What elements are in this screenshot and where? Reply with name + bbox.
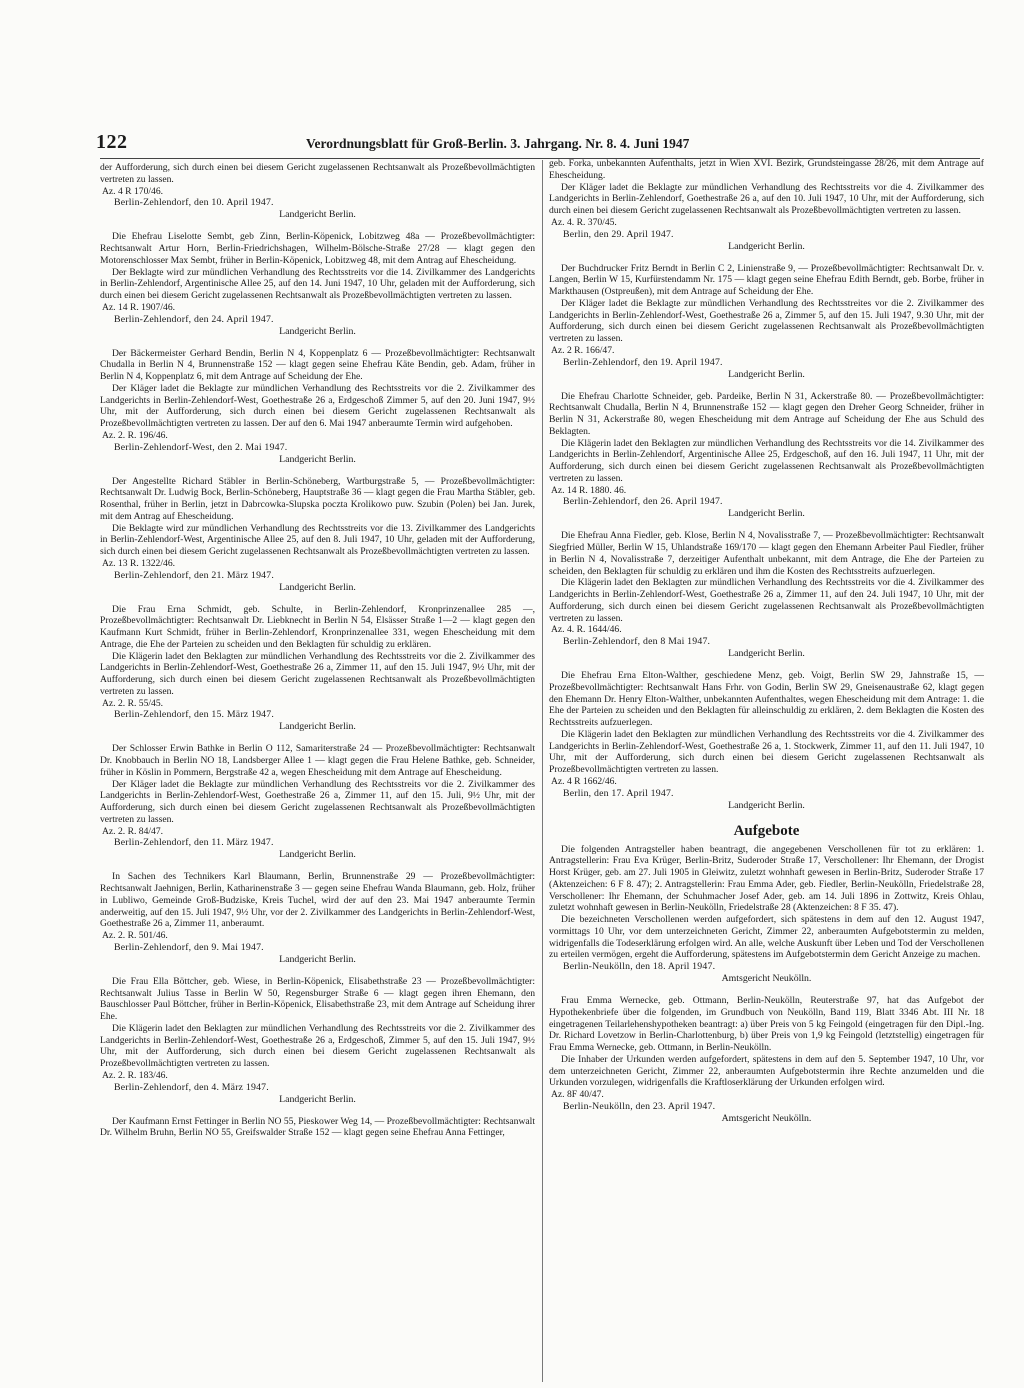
notice-paragraph: Der Kläger ladet die Beklagte zur mündlichen Verhandlung des Rechtsstreits vor die 4. Zivilkammer des Landgerichts in Berlin-Zehlendorf, Goethestraße 26 a, auf den 10. Juli 1947, 10 Uhr, mit der Aufforderung, sich durch einen bei diesem Gericht zugelassenen Rechtsanwalt als Prozeßbevollmächtigten vertreten zu lassen.	[549, 181, 984, 216]
case-reference: Az. 13 R. 1322/46.	[102, 557, 176, 569]
place-date: Berlin-Zehlendorf, den 4. März 1947.	[114, 1081, 269, 1093]
case-reference: Az. 2. R. 183/46.	[102, 1069, 168, 1081]
notice-paragraph: Der Kläger ladet die Beklagte zur mündlichen Verhandlung des Rechtsstreits vor die 2. Zivilkammer des Landgerichts in Berlin-Zehlendorf-West, Goethestraße 26 a, Zimmer 11, auf den 15. Juli, 9½ Uhr, mit der Aufforderung, sich durch einen bei diesem Gericht zugelassenen Rechtsanwalt als Prozeßbevollmächtigten vertreten zu lassen.	[100, 778, 535, 825]
court-name: Landgericht Berlin.	[279, 721, 356, 733]
place-date: Berlin-Zehlendorf, den 9. Mai 1947.	[114, 941, 264, 953]
right-column	[549, 158, 984, 1384]
section-title: Aufgebote	[733, 822, 800, 839]
notice-block	[549, 158, 984, 253]
notice-paragraph: Die Inhaber der Urkunden werden aufgefordert, spätestens in dem auf den 5. September 1947, 10 Uhr, vor dem unterzeichneten Gericht, Zimmer 22, anberaumten Aufgebotstermin ihre Rechte anzumelden und die Urkunden vorzulegen, widrigenfalls die Kraftloserklärung der Urkunden erfolgen wird.	[549, 1053, 984, 1089]
notice-paragraph: Die Beklagte wird zur mündlichen Verhandlung des Rechtsstreits vor die 13. Zivilkammer des Landgerichts in Berlin-Zehlendorf-West, Argentinische Allee 25, auf den 8. Juli 1947, 10 Uhr, geladen mit der Aufforderung, sich durch einen bei diesem Gericht zugelassenen Rechtsanwalt als Prozeßbevollmächtigten vertreten zu lassen.	[100, 522, 535, 557]
case-reference: Az. 2. R. 84/47.	[102, 825, 164, 837]
column-separator	[542, 160, 543, 1382]
court-name: Landgericht Berlin.	[728, 648, 805, 659]
notice-block	[100, 743, 535, 861]
place-date: Berlin-Neukölln, den 18. April 1947.	[563, 961, 716, 972]
court-name: Landgericht Berlin.	[279, 453, 356, 465]
notice-paragraph: Die Frau Ella Böttcher, geb. Wiese, in Berlin-Köpenick, Elisabethstraße 23 — Prozeßbevollmächtigter: Rechtsanwalt Julius Tasse in Berlin W 50, Regensburger Straße 6 — klagt gegen ihren Ehemann, den Bauschlosser Paul Böttcher, früher in Berlin-Köpenick, Elisabethstraße 23, mit dem Antrage auf Scheidung ihrer Ehe.	[100, 975, 535, 1022]
left-column	[100, 162, 535, 1384]
case-reference: Az. 2 R. 166/47.	[551, 344, 615, 356]
notice-paragraph: Der Schlosser Erwin Bathke in Berlin O 112, Samariterstraße 24 — Prozeßbevollmächtigter: Rechtsanwalt Dr. Knobbauch in Berlin NO 18, Landsberger Allee 1 — klagt gegen die Frau Helene Bathke, geb. Schneider, früher in Köslin in Pommern, Bergstraße 42 a, wegen Ehescheidung mit dem Antrage auf Ehescheidung.	[100, 743, 535, 778]
notice-block	[100, 231, 535, 337]
place-date: Berlin-Zehlendorf, den 19. April 1947.	[563, 356, 723, 368]
notice-block	[549, 822, 984, 986]
notice-paragraph: Die Klägerin ladet den Beklagten zur mündlichen Verhandlung des Rechtsstreits vor die 4. Zivilkammer des Landgerichts in Berlin-Zehlendorf-West, Goethestraße 26 a, 1. Stockwerk, Zimmer 11, auf den 11. Juli 1947, 10 Uhr, mit der Aufforderung, sich durch einen bei diesem Gericht zugelassenen Rechtsanwalt als Prozeßbevollmächtigten vertreten zu lassen.	[549, 728, 984, 775]
court-name: Landgericht Berlin.	[279, 953, 356, 965]
notice-block	[549, 670, 984, 812]
court-name: Landgericht Berlin.	[279, 209, 356, 221]
notice-block	[549, 995, 984, 1125]
place-date: Berlin, den 29. April 1947.	[563, 228, 674, 240]
court-name: Landgericht Berlin.	[728, 240, 805, 252]
case-reference: Az. 4 R 1662/46.	[551, 775, 617, 787]
case-reference: Az. 2. R. 55/45.	[102, 697, 164, 709]
case-reference: Az. 4. R. 1644/46.	[551, 624, 622, 636]
notice-block	[100, 1116, 535, 1140]
page-header	[96, 131, 796, 155]
court-name: Amtsgericht Neukölln.	[721, 1112, 812, 1124]
case-reference: Az. 14 R. 1880. 46.	[551, 484, 627, 496]
place-date: Berlin-Zehlendorf, den 21. März 1947.	[114, 569, 275, 581]
running-title: Verordnungsblatt für Groß-Berlin. 3. Jahrgang. Nr. 8. 4. Juni 1947	[306, 136, 690, 151]
place-date: Berlin-Neukölln, den 23. April 1947.	[563, 1100, 716, 1112]
place-date: Berlin-Zehlendorf, den 8 Mai 1947.	[563, 636, 711, 647]
notice-paragraph: Der Bäckermeister Gerhard Bendin, Berlin N 4, Koppenplatz 6 — Prozeßbevollmächtigter: Rechtsanwalt Chudalla in Berlin N 4, Brunnenstraße 152 — klagt gegen seine Ehefrau Käte Bendin, geb. Adam, früher in Berlin N 4, Koppenplatz 6, mit dem Antrage auf Scheidung der Ehe.	[100, 347, 535, 382]
notice-block	[549, 391, 984, 521]
notice-paragraph: Der Angestellte Richard Stäbler in Berlin-Schöneberg, Wartburgstraße 5, — Prozeßbevollmächtigter: Rechtsanwalt Dr. Ludwig Bock, Berlin-Schöneberg, Hauptstraße 36 — klagt gegen die Frau Martha Stäbler, geb. Rosenthal, früher in Berlin, jetzt in Dabrcowka-Slupska poczta Krolikowo puw. Szubin (Polen) bei Jan. Jurek, mit dem Antrag auf Ehescheidung.	[100, 475, 535, 522]
case-reference: Az. 2. R. 501/46.	[102, 930, 168, 941]
notice-block	[100, 604, 535, 734]
notice-paragraph: Die Ehefrau Erna Elton-Walther, geschiedene Menz, geb. Voigt, Berlin SW 29, Jahnstraße 15, — Prozeßbevollmächtigter: Rechtsanwalt Hans Frhr. von Godin, Berlin SW 29, Gneisenaustraße 62, klagt gegen den Ehemann Dr. Henry Elton-Walther, unbekannten Aufenthaltes, wegen Ehescheidung mit dem Antrage: 1. die Ehe der Parteien zu scheiden und den Beklagten für alleinschuldig zu erklären, 2. dem Beklagten die Kosten des Rechtsstreits aufzuerlegen.	[549, 670, 984, 728]
notice-paragraph: Die Klägerin ladet den Beklagten zur mündlichen Verhandlung des Rechtsstreits vor die 2. Zivilkammer des Landgerichts in Berlin-Zehlendorf-West, Goethestraße 26 a, Zimmer 11, auf den 15. Juli 1947, 9½ Uhr, mit der Aufforderung, sich durch einen bei diesem Gericht zugelassenen Rechtsanwalt als Prozeßbevollmächtigten vertreten zu lassen.	[100, 650, 535, 697]
notice-paragraph: Der Buchdrucker Fritz Berndt in Berlin C 2, Linienstraße 9, — Prozeßbevollmächtigter: Rechtsanwalt Dr. v. Langen, Berlin W 15, Kurfürstendamm Nr. 175 — klagt gegen seine Ehefrau Edith Berndt, geb. Borbe, früher in Markthausen (Ostpreußen), mit dem Antrage auf Scheidung der Ehe.	[549, 262, 984, 297]
notice-paragraph: Der Kaufmann Ernst Fettinger in Berlin NO 55, Pieskower Weg 14, — Prozeßbevollmächtigter: Rechtsanwalt Dr. Wilhelm Bruhn, Berlin NO 55, Greifswalder Straße 152 — klagt gegen seine Ehefrau Anna Fettinger,	[100, 1115, 535, 1139]
notice-block	[100, 976, 535, 1106]
place-date: Berlin, den 17. April 1947.	[563, 787, 674, 799]
court-name: Landgericht Berlin.	[279, 849, 356, 861]
court-name: Landgericht Berlin.	[279, 1093, 356, 1105]
notice-paragraph: Der Kläger ladet die Beklagte zur mündlichen Verhandlung des Rechtsstreits vor die 2. Zivilkammer des Landgerichts in Berlin-Zehlendorf-West, Goethestraße 26 a, Erdgeschoß Zimmer 5, auf den 20. Juni 1947, 9½ Uhr, mit der Aufforderung, sich durch einen bei diesem Gericht zugelassenen Rechtsanwalt als Prozeßbevollmächtigten vertreten zu lassen. Der auf den 6. Mai 1947 anberaumte Termin wird aufgehoben.	[100, 382, 535, 429]
place-date: Berlin-Zehlendorf, den 11. März 1947.	[114, 837, 274, 849]
notice-block	[549, 530, 984, 660]
notice-block	[100, 348, 535, 466]
court-name: Amtsgericht Neukölln.	[721, 973, 812, 984]
notice-block	[100, 871, 535, 966]
court-name: Landgericht Berlin.	[279, 581, 356, 593]
place-date: Berlin-Zehlendorf, den 26. April 1947.	[563, 496, 723, 508]
notice-paragraph: Die Klägerin ladet den Beklagten zur mündlichen Verhandlung des Rechtsstreits vor die 4. Zivilkammer des Landgerichts in Berlin-Zehlendorf-West, Goethestraße 26 a, Zimmer 11, auf den 24. Juli 1947, 10 Uhr, mit der Aufforderung, sich durch einen bei diesem Gericht zugelassenen Rechtsanwalt als Prozeßbevollmächtigten vertreten zu lassen.	[549, 577, 984, 624]
notice-block	[100, 476, 535, 594]
notice-paragraph: Frau Emma Wernecke, geb. Ottmann, Berlin-Neukölln, Reuterstraße 97, hat das Aufgebot der Hypothekenbriefe über die folgenden, im Grundbuch von Neukölln, Band 119, Blatt 3346 Abt. III Nr. 18 eingetragenen Teilarlehenshypotheken beantragt: a) über Preis von 5 kg Feingold (eingetragen für den Dipl.-Ing. Dr. Richard Lovetzow in Berlin-Charlottenburg, b) über Preis von 1,9 kg Feingold (letztstellig) eingetragen für Frau Emma Wernecke, geb. Ottmann, in Berlin-Neukölln.	[549, 995, 984, 1053]
notice-paragraph: der Aufforderung, sich durch einen bei diesem Gericht zugelassenen Rechtsanwalt als Prozeßbevollmächtigten vertreten zu lassen.	[100, 162, 535, 185]
court-name: Landgericht Berlin.	[279, 325, 356, 337]
notice-paragraph: Die Ehefrau Liselotte Sembt, geb Zinn, Berlin-Köpenick, Lobitzweg 48a — Prozeßbevollmächtigter: Rechtsanwalt Artur Horn, Berlin-Friedrichshagen, Wilhelm-Bölsche-Straße 27/28 — klagt gegen den Motorenschlosser Max Sembt, früher in Berlin-Köpenick, Lobitzweg 48, mit dem Antrag auf Ehescheidung.	[100, 231, 535, 266]
place-date: Berlin-Zehlendorf, den 24. April 1947.	[114, 313, 274, 325]
notice-paragraph: Die Frau Erna Schmidt, geb. Schulte, in Berlin-Zehlendorf, Kronprinzenallee 285 —, Prozeßbevollmächtigter: Rechtsanwalt Dr. Liebknecht in Berlin N 54, Elsässer Straße 1—2 — klagt gegen den Kaufmann Kurt Schmidt, früher in Berlin-Zehlendorf, Kronprinzenallee 331, wegen Ehescheidung mit dem Antrage, die Ehe der Parteien zu scheiden und den Beklagten für schuldig zu erklären.	[100, 603, 535, 650]
case-reference: Az. 8F 40/47.	[551, 1089, 604, 1100]
notice-paragraph: In Sachen des Technikers Karl Blaumann, Berlin, Brunnenstraße 29 — Prozeßbevollmächtigter: Rechtsanwalt Jaehnigen, Berlin, Katharinenstraße 3 — gegen seine Ehefrau Wanda Blaumann, geb. Holz, früher in Lubliwo, Gemeinde Groß-Budziske, Kreis Tuchel, wird der auf den 23. Mai 1947 anberaumte Termin anderweitig, auf den 15. Juli 1947, 9½ Uhr, vor der 2. Zivilkammer des Landgerichts in Berlin-Zehlendorf-West, Goethestraße 26 a, Zimmer 11, anberaumt.	[100, 871, 535, 930]
notice-paragraph: Die folgenden Antragsteller haben beantragt, die angegebenen Verschollenen für tot zu erklären: 1. Antragstellerin: Frau Eva Krüger, Berlin-Britz, Suderoder Straße 17, Verschollener: Ihr Ehemann, der Drogist Horst Krüger, geb. am 27. Juli 1905 in Gleiwitz, zuletzt wohnhaft gewesen in Berlin-Britz, Suderoder Straße 17 (Aktenzeichen: 6 F 8. 47); 2. Antragstellerin: Frau Emma Ader, geb. Fiedler, Berlin-Neukölln, Friedelstraße 28, Verschollener: Ihr Ehemann, der Schuhmacher Josef Ader, geb. am 14. Juli 1896 in Zottwitz, Kreis Ohlau, zuletzt wohnhaft gewesen in Berlin-Neukölln, Friedelstraße 28 (Aktenzeichen: 8 F 35. 47).	[549, 843, 984, 914]
page-number: 122	[96, 131, 128, 153]
place-date: Berlin-Zehlendorf, den 15. März 1947.	[114, 709, 275, 721]
notice-paragraph: Die bezeichneten Verschollenen werden aufgefordert, sich spätestens in dem auf den 12. August 1947, vormittags 10 Uhr, vor dem unterzeichneten Gericht, Zimmer 22, anberaumten Aufgebotstermin zu melden, widrigenfalls die Todeserklärung erfolgen wird. An alle, welche Auskunft über Leben und Tod der Verschollenen zu erteilen vermögen, ergeht die Aufforderung, spätestens im Aufgebotstermin dem Gericht Anzeige zu machen.	[549, 914, 984, 961]
case-reference: Az. 4. R. 370/45.	[551, 216, 617, 228]
case-reference: Az. 2. R. 196/46.	[102, 429, 168, 441]
place-date: Berlin-Zehlendorf, den 10. April 1947.	[114, 197, 274, 209]
case-reference: Az. 14 R. 1907/46.	[102, 301, 176, 313]
notice-paragraph: Der Kläger ladet die Beklagte zur mündlichen Verhandlung des Rechtsstreites vor die 2. Zivilkammer des Landgerichts in Berlin-Zehlendorf-West, Goethestraße 26 a, Zimmer 5, auf den 15. Juli 1947, 9.30 Uhr, mit der Aufforderung, sich durch einen bei diesem Gericht zugelassenen Rechtsanwalt als Prozeßbevollmächtigten vertreten zu lassen.	[549, 297, 984, 344]
court-name: Landgericht Berlin.	[728, 368, 805, 380]
court-name: Landgericht Berlin.	[728, 508, 805, 520]
notice-paragraph: Der Beklagte wird zur mündlichen Verhandlung des Rechtsstreits vor die 14. Zivilkammer des Landgerichts in Berlin-Zehlendorf, Argentinische Allee 25, auf den 14. Juni 1947, 10 Uhr, geladen mit der Aufforderung, sich durch einen bei diesem Gericht zugelassenen Rechtsanwalt als Prozeßbevollmächtigten vertreten zu lassen.	[100, 266, 535, 301]
case-reference: Az. 4 R 170/46.	[102, 185, 164, 197]
notice-paragraph: Die Ehefrau Charlotte Schneider, geb. Pardeike, Berlin N 31, Ackerstraße 80. — Prozeßbevollmächtigter: Rechtsanwalt Chudalla, Berlin N 4, Brunnenstraße 152 — klagt gegen den Dreher Georg Schneider, früher in Berlin N 31, Ackerstraße 80, wegen Ehescheidung mit dem Antrage auf Scheidung der Ehe aus Schuld des Beklagten.	[549, 390, 984, 437]
notice-block	[100, 162, 535, 221]
notice-paragraph: Die Ehefrau Anna Fiedler, geb. Klose, Berlin N 4, Novalisstraße 7, — Prozeßbevollmächtigter: Rechtsanwalt Siegfried Müller, Berlin W 15, Uhlandstraße 169/170 — klagt gegen den Ehemann Arbeiter Paul Fiedler, früher in Berlin N 4, Novalisstraße 7, derzeitiger Aufenthalt unbekannt, mit dem Antrage, die Ehe der Parteien zu scheiden, den Beklagten für schuldig zu erklären und ihm die Kosten des Rechtsstreits aufzuerlegen.	[549, 530, 984, 577]
notice-block	[549, 263, 984, 381]
notice-paragraph: Die Klägerin ladet den Beklagten zur mündlichen Verhandlung des Rechtsstreits vor die 2. Zivilkammer des Landgerichts in Berlin-Zehlendorf-West, Goethestraße 26 a, Erdgeschoß, Zimmer 5, auf den 15. Juli 1947, 9½ Uhr, mit der Aufforderung, sich durch einen bei diesem Gericht zugelassenen Rechtsanwalt als Prozeßbevollmächtigten vertreten zu lassen.	[100, 1022, 535, 1069]
place-date: Berlin-Zehlendorf-West, den 2. Mai 1947.	[114, 441, 288, 453]
court-name: Landgericht Berlin.	[728, 799, 805, 811]
notice-paragraph: geb. Forka, unbekannten Aufenthalts, jetzt in Wien XVI. Bezirk, Grundsteingasse 28/26, mit dem Antrage auf Ehescheidung.	[549, 158, 984, 181]
notice-paragraph: Die Klägerin ladet den Beklagten zur mündlichen Verhandlung des Rechtsstreits vor die 14. Zivilkammer des Landgerichts in Berlin-Zehlendorf, Argentinische Allee 25, Erdgeschoß, auf den 16. Juli 1947, 11 Uhr, mit der Aufforderung, sich durch einen bei diesem Gericht zugelassenen Rechtsanwalt als Prozeßbevollmächtigten vertreten zu lassen.	[549, 437, 984, 484]
